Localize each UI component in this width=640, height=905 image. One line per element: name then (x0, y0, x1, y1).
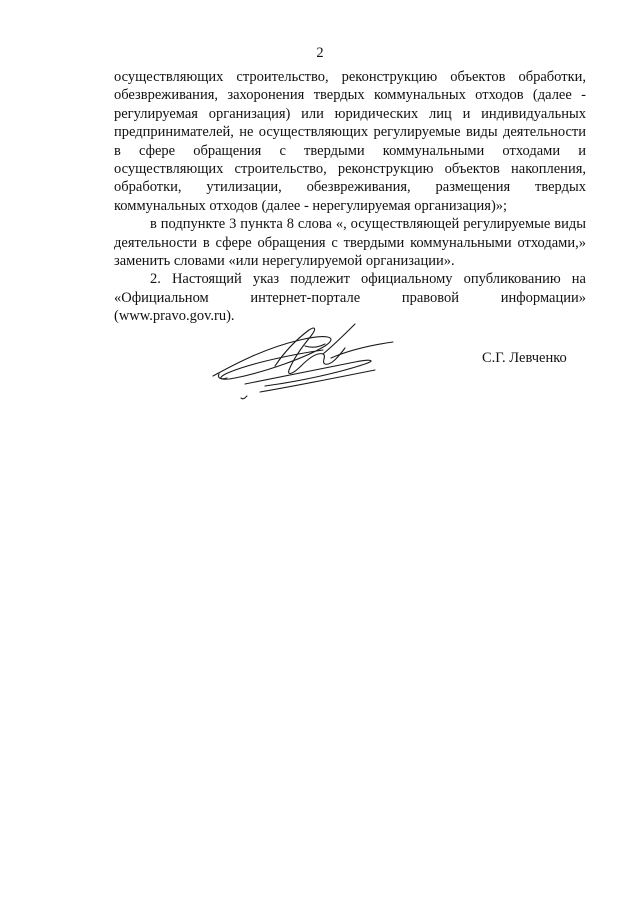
signer-name: С.Г. Левченко (482, 350, 567, 366)
paragraph-continuation: осуществляющих строительство, реконструкцию объектов обработки, обезвреживания, захоронения твердых коммунальных отходов (далее - регулируемая организация) или юридических лиц и индивидуальных предпринимателей, не осуществляющих регулируемые виды деятельности в сфере обращения с твердыми коммунальными отходами и осуществляющих строительство, реконструкцию объектов накопления, обработки, утилизации, обезвреживания, размещения твердых коммунальных отходов (далее - нерегулируемая организация)»; (114, 69, 586, 214)
paragraph-publication-clause: 2. Настоящий указ подлежит официальному опубликованию на «Официальном интернет-портале правовой информации» (www.pravo.gov.ru). (114, 271, 586, 325)
handwritten-signature (205, 318, 405, 408)
document-body (114, 68, 586, 326)
page-number: 2 (316, 45, 324, 61)
paragraph-subpoint-amendment: в подпункте 3 пункта 8 слова «, осуществляющей регулируемые виды деятельности в сфере обращения с твердыми коммунальными отходами,» заменить словами «или нерегулируемой организации». (114, 216, 586, 270)
